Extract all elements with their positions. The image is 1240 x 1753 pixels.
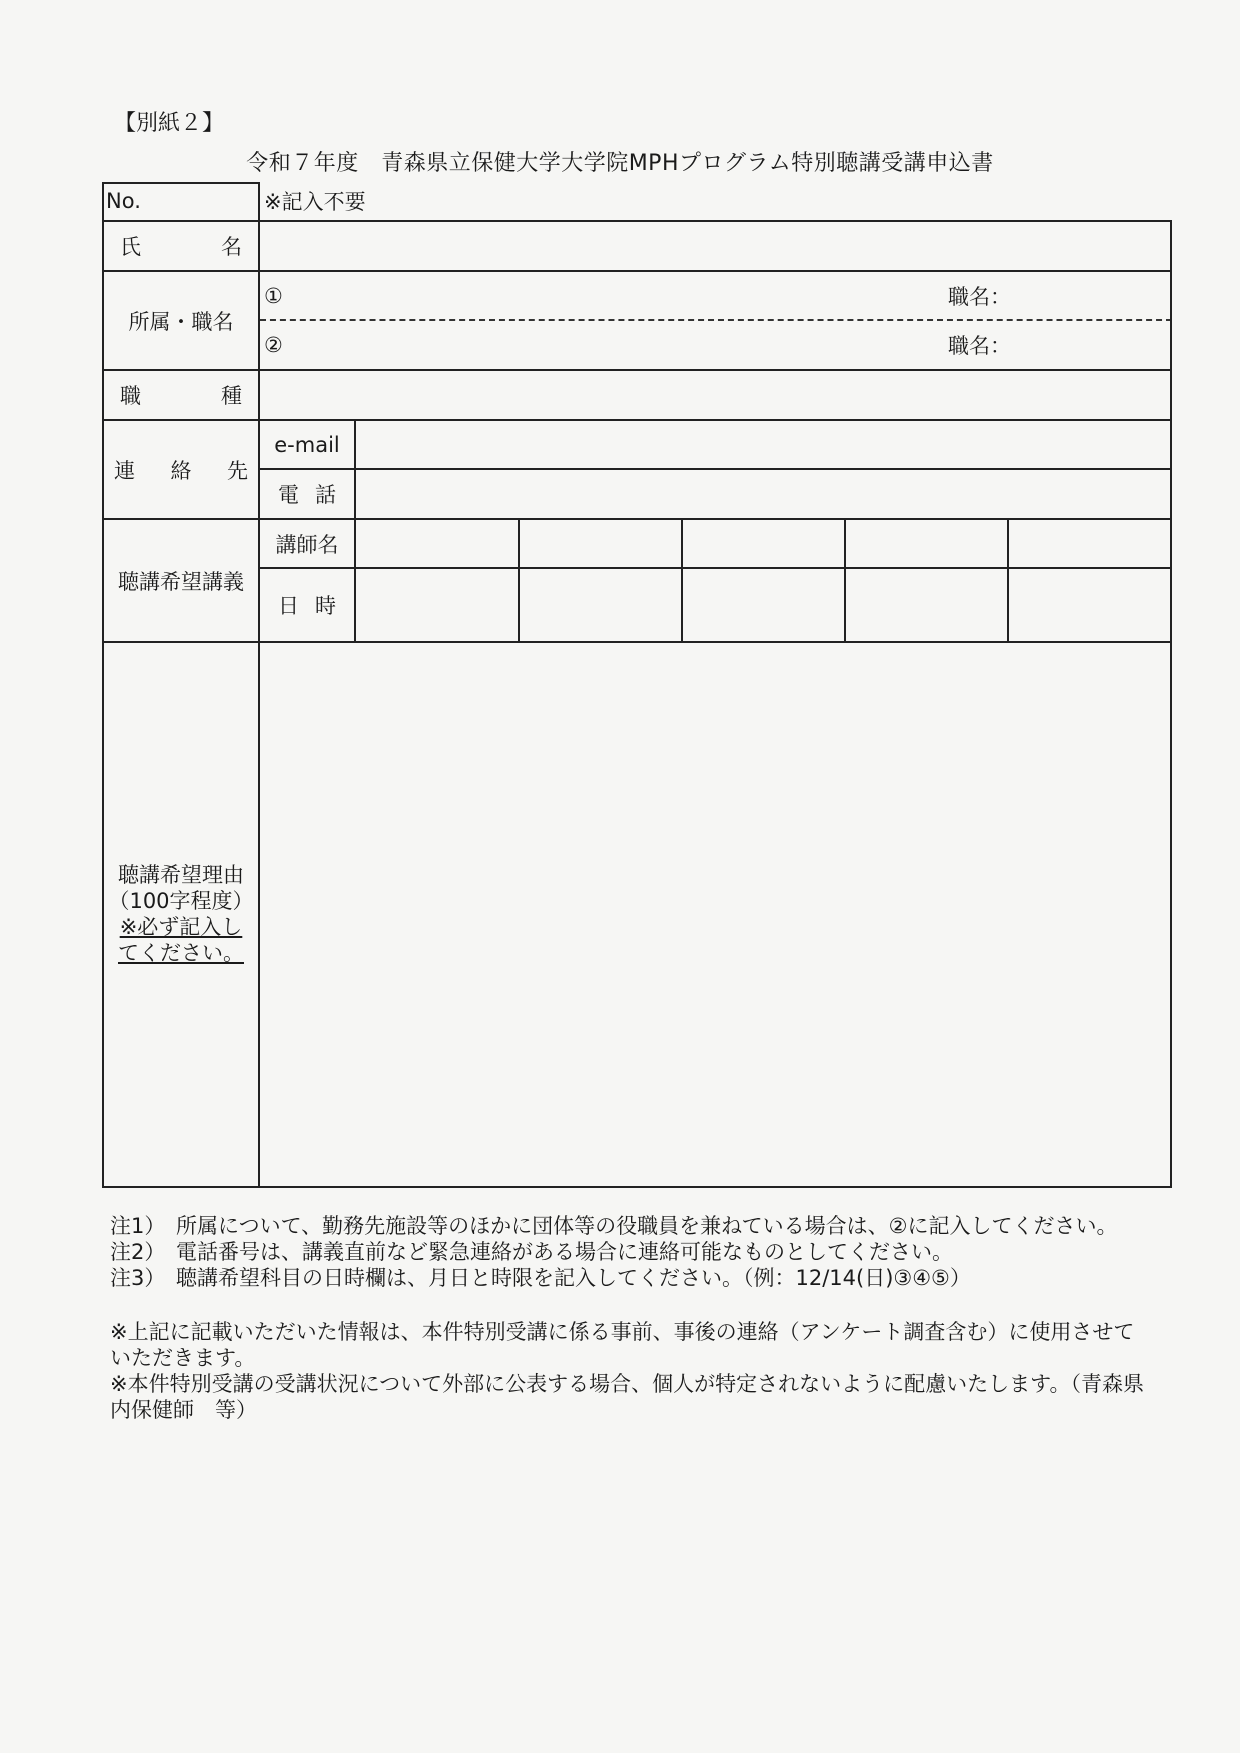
phone-label xyxy=(260,470,354,518)
contact-label-char-1: 連 xyxy=(114,458,135,483)
datetime-label-char-2: 時 xyxy=(315,594,336,618)
affiliation-row2-position-label: 職名： xyxy=(948,334,1011,358)
affiliation-row1-position-label: 職名： xyxy=(948,284,1011,309)
name-field[interactable] xyxy=(260,222,1170,270)
note-2 xyxy=(110,1239,1150,1265)
reason-label xyxy=(102,862,260,966)
reason-required-line2: てください。 xyxy=(118,941,244,965)
instructor-label: 講師名 xyxy=(275,532,339,557)
datetime-field-5[interactable] xyxy=(1009,569,1170,641)
no-note: ※記入不要 xyxy=(264,190,366,214)
affiliation-field-1[interactable] xyxy=(260,272,1170,319)
instructor-field-2[interactable] xyxy=(520,520,681,567)
privacy-notice xyxy=(110,1319,1150,1423)
phone-label-char-1: 電 xyxy=(278,483,299,507)
note-2-text: 電話番号は、講義直前など緊急連絡がある場合に連絡可能なものとしてください。 xyxy=(176,1240,953,1264)
reason-required-line1: ※必ず記入し xyxy=(119,915,243,939)
note-3-key: 注3） xyxy=(110,1266,166,1290)
note-2-key: 注2） xyxy=(110,1240,166,1264)
note-3-text: 聴講希望科目の日時欄は、月日と時限を記入してください。（例：12/14(日)③④⑤） xyxy=(176,1266,971,1290)
occupation-label-char-1: 職 xyxy=(120,384,141,408)
note-3 xyxy=(110,1265,1150,1291)
table-border-right xyxy=(1170,220,1172,1188)
document-title: 令和７年度 青森県立保健大学大学院MPHプログラム特別聴講受講申込書 xyxy=(246,151,994,176)
table-border-bottom xyxy=(102,1186,1172,1188)
notes-section xyxy=(110,1213,1150,1423)
occupation-label-char-2: 種 xyxy=(221,384,242,408)
phone-label-char-2: 話 xyxy=(315,483,336,507)
phone-field[interactable] xyxy=(356,470,1170,518)
contact-label xyxy=(104,421,258,518)
affiliation-label: 所属・職名 xyxy=(128,309,234,334)
contact-label-char-3: 先 xyxy=(227,458,248,483)
occupation-field[interactable] xyxy=(260,371,1170,419)
instructor-field-3[interactable] xyxy=(683,520,844,567)
datetime-field-2[interactable] xyxy=(520,569,681,641)
affiliation-row2-mark: ② xyxy=(264,333,283,357)
email-field[interactable] xyxy=(356,421,1170,468)
desired-lectures-label: 聴講希望講義 xyxy=(118,569,244,594)
datetime-label-char-1: 日 xyxy=(278,594,299,618)
affiliation-row1-mark: ① xyxy=(264,283,283,308)
reason-field[interactable] xyxy=(260,643,1170,1186)
datetime-field-4[interactable] xyxy=(846,569,1007,641)
reason-label-line1: 聴講希望理由 xyxy=(118,863,244,887)
instructor-field-1[interactable] xyxy=(356,520,518,567)
note-1-key: 注1） xyxy=(110,1214,166,1238)
attachment-label: 【別紙２】 xyxy=(114,111,225,136)
name-label xyxy=(104,222,258,270)
note-1 xyxy=(110,1213,1150,1239)
privacy-notice-1: ※上記に記載いただいた情報は、本件特別受講に係る事前、事後の連絡（アンケート調査含む）に使用させていただきます。 xyxy=(110,1320,1135,1370)
no-label: No. xyxy=(106,189,141,213)
datetime-field-3[interactable] xyxy=(683,569,844,641)
name-label-char-2: 名 xyxy=(221,235,242,259)
privacy-notice-2: ※本件特別受講の受講状況について外部に公表する場合、個人が特定されないように配慮いたします。（青森県内保健師 等） xyxy=(110,1372,1144,1422)
contact-label-char-2: 絡 xyxy=(170,458,192,483)
application-form xyxy=(102,182,1172,1188)
affiliation-field-2[interactable] xyxy=(260,321,1170,369)
occupation-label xyxy=(104,371,258,419)
instructor-field-5[interactable] xyxy=(1009,520,1170,567)
name-label-char-1: 氏 xyxy=(120,235,141,259)
email-label: e-mail xyxy=(274,432,340,457)
datetime-field-1[interactable] xyxy=(356,569,518,641)
note-1-text: 所属について、勤務先施設等のほかに団体等の役職員を兼ねている場合は、②に記入してください。 xyxy=(176,1214,1118,1238)
instructor-field-4[interactable] xyxy=(846,520,1007,567)
reason-label-line2: （100字程度） xyxy=(108,889,254,913)
datetime-label xyxy=(260,569,354,641)
